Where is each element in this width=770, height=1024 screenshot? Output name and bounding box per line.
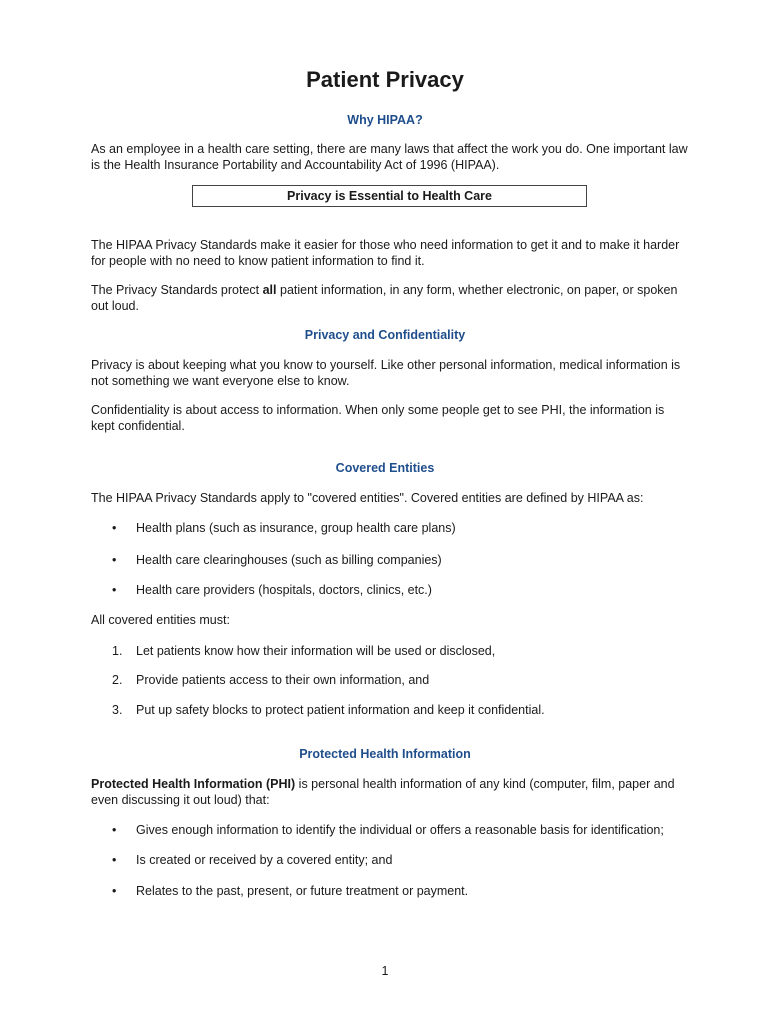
bullet-icon: • [112, 823, 117, 837]
heading-why-hipaa: Why HIPAA? [347, 113, 423, 127]
paragraph-intro: As an employee in a health care setting, there are many laws that affect the work you do. One important law is the Health Insurance Portability and Accountability Act of 1996 (HIPAA). [91, 142, 688, 172]
list-number: 3. [112, 703, 123, 717]
list-item-covered-1: Health plans (such as insurance, group health care plans) [136, 521, 456, 535]
paragraph-phi-definition [91, 777, 691, 808]
paragraph-standards-protect [91, 283, 691, 314]
heading-phi: Protected Health Information [299, 747, 471, 761]
paragraph-confidentiality-definition: Confidentiality is about access to information. When only some people get to see PHI, the information is kept confidential. [91, 403, 665, 433]
paragraph-must-intro: All covered entities must: [91, 613, 230, 627]
list-number: 1. [112, 644, 123, 658]
protect-prefix: The Privacy Standards protect [91, 283, 263, 297]
phi-suffix: is personal health information of any kind (computer, film, paper and even discussing it out loud) that: [91, 777, 675, 807]
bullet-icon: • [112, 521, 117, 535]
phi-bold: Protected Health Information (PHI) [91, 777, 296, 791]
list-item-phi-2: Is created or received by a covered entity; and [136, 853, 393, 867]
list-number: 2. [112, 673, 123, 687]
page-title: Patient Privacy [306, 67, 464, 92]
bullet-icon: • [112, 583, 117, 597]
boxed-statement: Privacy is Essential to Health Care [192, 185, 587, 207]
list-item-must-1: Let patients know how their information will be used or disclosed, [136, 644, 496, 658]
bullet-icon: • [112, 884, 117, 898]
protect-bold: all [262, 283, 277, 297]
paragraph-standards-easier: The HIPAA Privacy Standards make it easier for those who need information to get it and to make it harder for people with no need to know patient information to find it. [91, 238, 680, 268]
protect-suffix: patient information, in any form, whether electronic, on paper, or spoken out loud. [91, 283, 678, 313]
list-item-phi-1: Gives enough information to identify the individual or offers a reasonable basis for identification; [136, 823, 664, 837]
heading-covered-entities: Covered Entities [335, 461, 435, 475]
list-item-must-3: Put up safety blocks to protect patient information and keep it confidential. [136, 703, 545, 717]
list-item-covered-2: Health care clearinghouses (such as billing companies) [136, 553, 442, 567]
paragraph-privacy-definition: Privacy is about keeping what you know to yourself. Like other personal information, medical information is not something we want everyone else to know. [91, 358, 681, 388]
list-item-covered-3: Health care providers (hospitals, doctors, clinics, etc.) [136, 583, 432, 597]
list-item-phi-3: Relates to the past, present, or future treatment or payment. [136, 884, 469, 898]
heading-privacy-confidentiality: Privacy and Confidentiality [304, 328, 466, 342]
bullet-icon: • [112, 553, 117, 567]
page-number: 1 [381, 964, 389, 978]
list-item-must-2: Provide patients access to their own information, and [136, 673, 430, 687]
paragraph-covered-intro: The HIPAA Privacy Standards apply to "covered entities". Covered entities are defined by HIPAA as: [91, 491, 644, 505]
bullet-icon: • [112, 853, 117, 867]
